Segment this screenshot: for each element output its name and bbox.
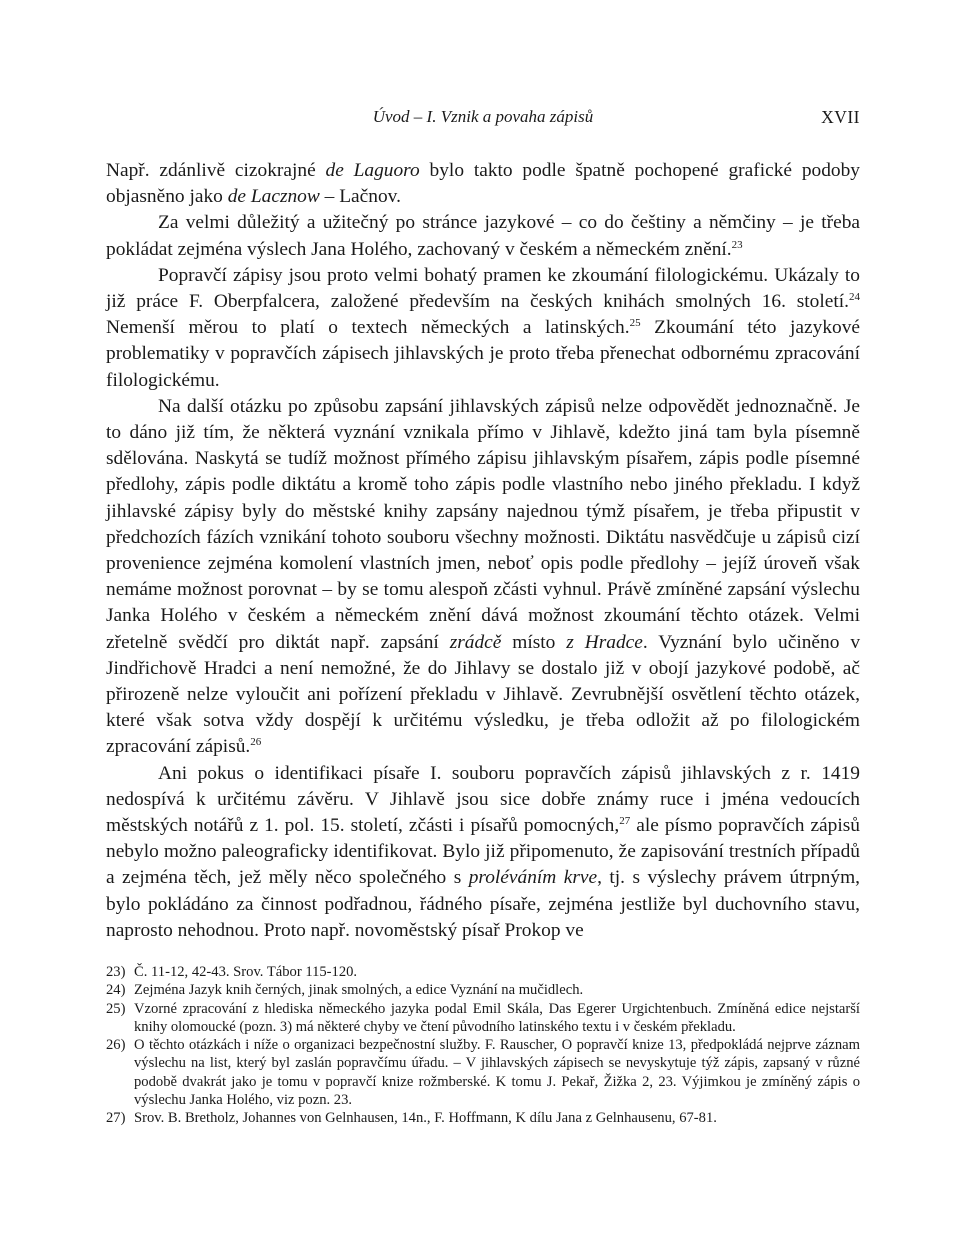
text-run: Za velmi důležitý a užitečný po stránce jazykové – co do češtiny a němčiny – je třeba pokládat zejména výslech Jana Holého, zachovaný v českém a německém znění. xyxy=(106,212,860,260)
footnote-27 xyxy=(106,1109,860,1127)
page-number: XVII xyxy=(821,107,860,127)
footnote-ref[interactable]: 26 xyxy=(250,736,262,749)
footnote-number: 24) xyxy=(106,982,126,999)
text-run: bylo takto podle špatně pochopené grafické podoby objasněno jako xyxy=(106,160,860,208)
text-run: místo xyxy=(501,631,567,653)
footnote-24 xyxy=(106,981,860,999)
text-run: , tj. s výslechy právem útrpným, bylo pokládáno za činnost podřadnou, řádného písaře, zejména jestliže byl duchovního stavu, naprosto nehodnou. Proto např. novoměstský písař Prokop ve xyxy=(106,867,860,941)
text-run: Zkoumání této jazykové problematiky v popravčích zápisech jihlavských je proto třeba přenechat odbornému zpracování filologickému. xyxy=(106,317,861,391)
footnote-text: Zejména Jazyk knih černých, jinak smolných, a edice Vyznání na mučidlech. xyxy=(134,982,584,999)
text-run: Popravčí zápisy jsou proto velmi bohatý pramen ke zkoumání filologickému. Ukázaly to již práce F. Oberpfalcera, založené především na českých knihách smolných 16. století. xyxy=(106,264,860,313)
footnote-text: Srov. B. Bretholz, Johannes von Gelnhausen, 14n., F. Hoffmann, K dílu Jana z Gelnhausenu, 67-81. xyxy=(134,1110,717,1127)
paragraph-3 xyxy=(106,263,860,394)
footnote-text: Č. 11-12, 42-43. Srov. Tábor 115-120. xyxy=(134,964,358,980)
main-text xyxy=(106,158,860,944)
footnote-text: O těchto otázkách i níže o organizaci bezpečnostní služby. F. Rauscher, O popravčí knize 13, předpokládá nejprve záznam výslechu na list, který byl zaslán popravčímu úřadu. – V jihlavských zápisech se nevyskytuje týž zápis, zapsaný v různé podobě dvakrát jako je tomu v popravčí knize rožmberské. K tomu J. Pekař, Žižka 2, 23. Výjimkou je zmíněný zápis o výslechu Janka Holého, viz pozn. 23. xyxy=(134,1037,860,1109)
italic-term: zrádcě xyxy=(449,631,502,653)
footnote-number: 25) xyxy=(106,1000,126,1017)
text-run: Např. zdánlivě cizokrajné xyxy=(106,160,326,181)
running-header xyxy=(106,107,860,133)
footnote-ref[interactable]: 23 xyxy=(731,238,743,251)
text-run: . Vyznání bylo učiněno v Jindřichově Hradci a není nemožné, že do Jihlavy se dostalo již v obojí jazykové podobě, ač přirozeně nelze vyloučit ani pořízení překladu v Jihlavě. Zevrubnější osvětlení těchto otázek, které však sotva vždy dospějí k určitému výsledku, je třeba odložit až po filologickém zpracování zápisů. xyxy=(106,631,861,758)
text-run: Ani pokus o identifikaci písaře I. souboru popravčích zápisů jihlavských z r. 1419 nedospívá k určitému závěru. V Jihlavě jsou sice dobře známy ruce i jména vedoucích městských notářů z 1. pol. 15. století, zčásti i písařů pomocných, xyxy=(106,762,860,837)
footnote-ref[interactable]: 25 xyxy=(629,317,641,330)
footnote-number: 23) xyxy=(106,964,126,980)
paragraph-1 xyxy=(106,158,860,210)
paragraph-5 xyxy=(106,761,860,944)
text-run: Na další otázku po způsobu zapsání jihlavských zápisů nelze odpovědět jednoznačně. Je to dáno již tím, že některá vyznání vznikala přímo v Jihlavě, kdežto jiná tam byla písemně sdělována. Naskytá se tudíž možnost přímého zápisu jihlavským písařem, zápis podle písemné předlohy, zápis podle diktátu a kromě toho zápis podle vlastního nebo jiného překladu. I když jihlavské zápisy byly do městské knihy zapsány najednou týmž písařem, je třeba připustit v předchozích fázích vznikání tohoto souboru všechny možnosti. Diktátu nasvědčuje u zápisů cizí provenience zejména komolení vlastních jmen, neboť opis podle předlohy – jejíž úroveň však nemáme možnost porovnat – by se tomu alespoň zčásti vyhnul. Právě zmíněné zapsání výslechu Janka Holého v českém a německém znění dává možnost zkoumání těchto otázek. Velmi zřetelně svědčí pro diktát např. zapsání xyxy=(106,395,860,653)
italic-term: de Lacznow xyxy=(227,186,320,208)
footnote-25 xyxy=(106,1000,860,1037)
footnote-26 xyxy=(106,1036,860,1109)
footnote-ref[interactable]: 27 xyxy=(619,815,631,828)
running-title: Úvod – I. Vznik a povaha zápisů xyxy=(372,107,594,126)
text-run: Nemenší měrou to platí o textech německých a latinských. xyxy=(106,317,630,339)
footnote-text: Vzorné zpracování z hlediska německého jazyka podal Emil Skála, Das Egerer Urgichtenbuch. Zmíněná edice nejstarší knihy olomoucké (pozn. 3) má některé chyby ve čtení původního latinského textu i v českém překladu. xyxy=(134,1000,860,1035)
paragraph-4 xyxy=(106,394,860,761)
text-run: ale písmo popravčích zápisů nebylo možno paleograficky identifikovat. Bylo již připomenuto, že zapisování trestních případů a zejména těch, jež měly něco společného s xyxy=(106,815,860,889)
italic-term: z Hradce xyxy=(566,631,643,653)
paragraph-2 xyxy=(106,210,860,262)
footnote-ref[interactable]: 24 xyxy=(849,291,860,304)
footnotes xyxy=(106,963,860,1128)
footnote-number: 27) xyxy=(106,1110,126,1127)
text-run: – Lačnov. xyxy=(319,186,401,208)
footnote-number: 26) xyxy=(106,1037,126,1054)
footnote-23 xyxy=(106,963,860,981)
italic-term: proléváním krve xyxy=(468,867,598,889)
italic-term: de Laguoro xyxy=(325,160,420,181)
